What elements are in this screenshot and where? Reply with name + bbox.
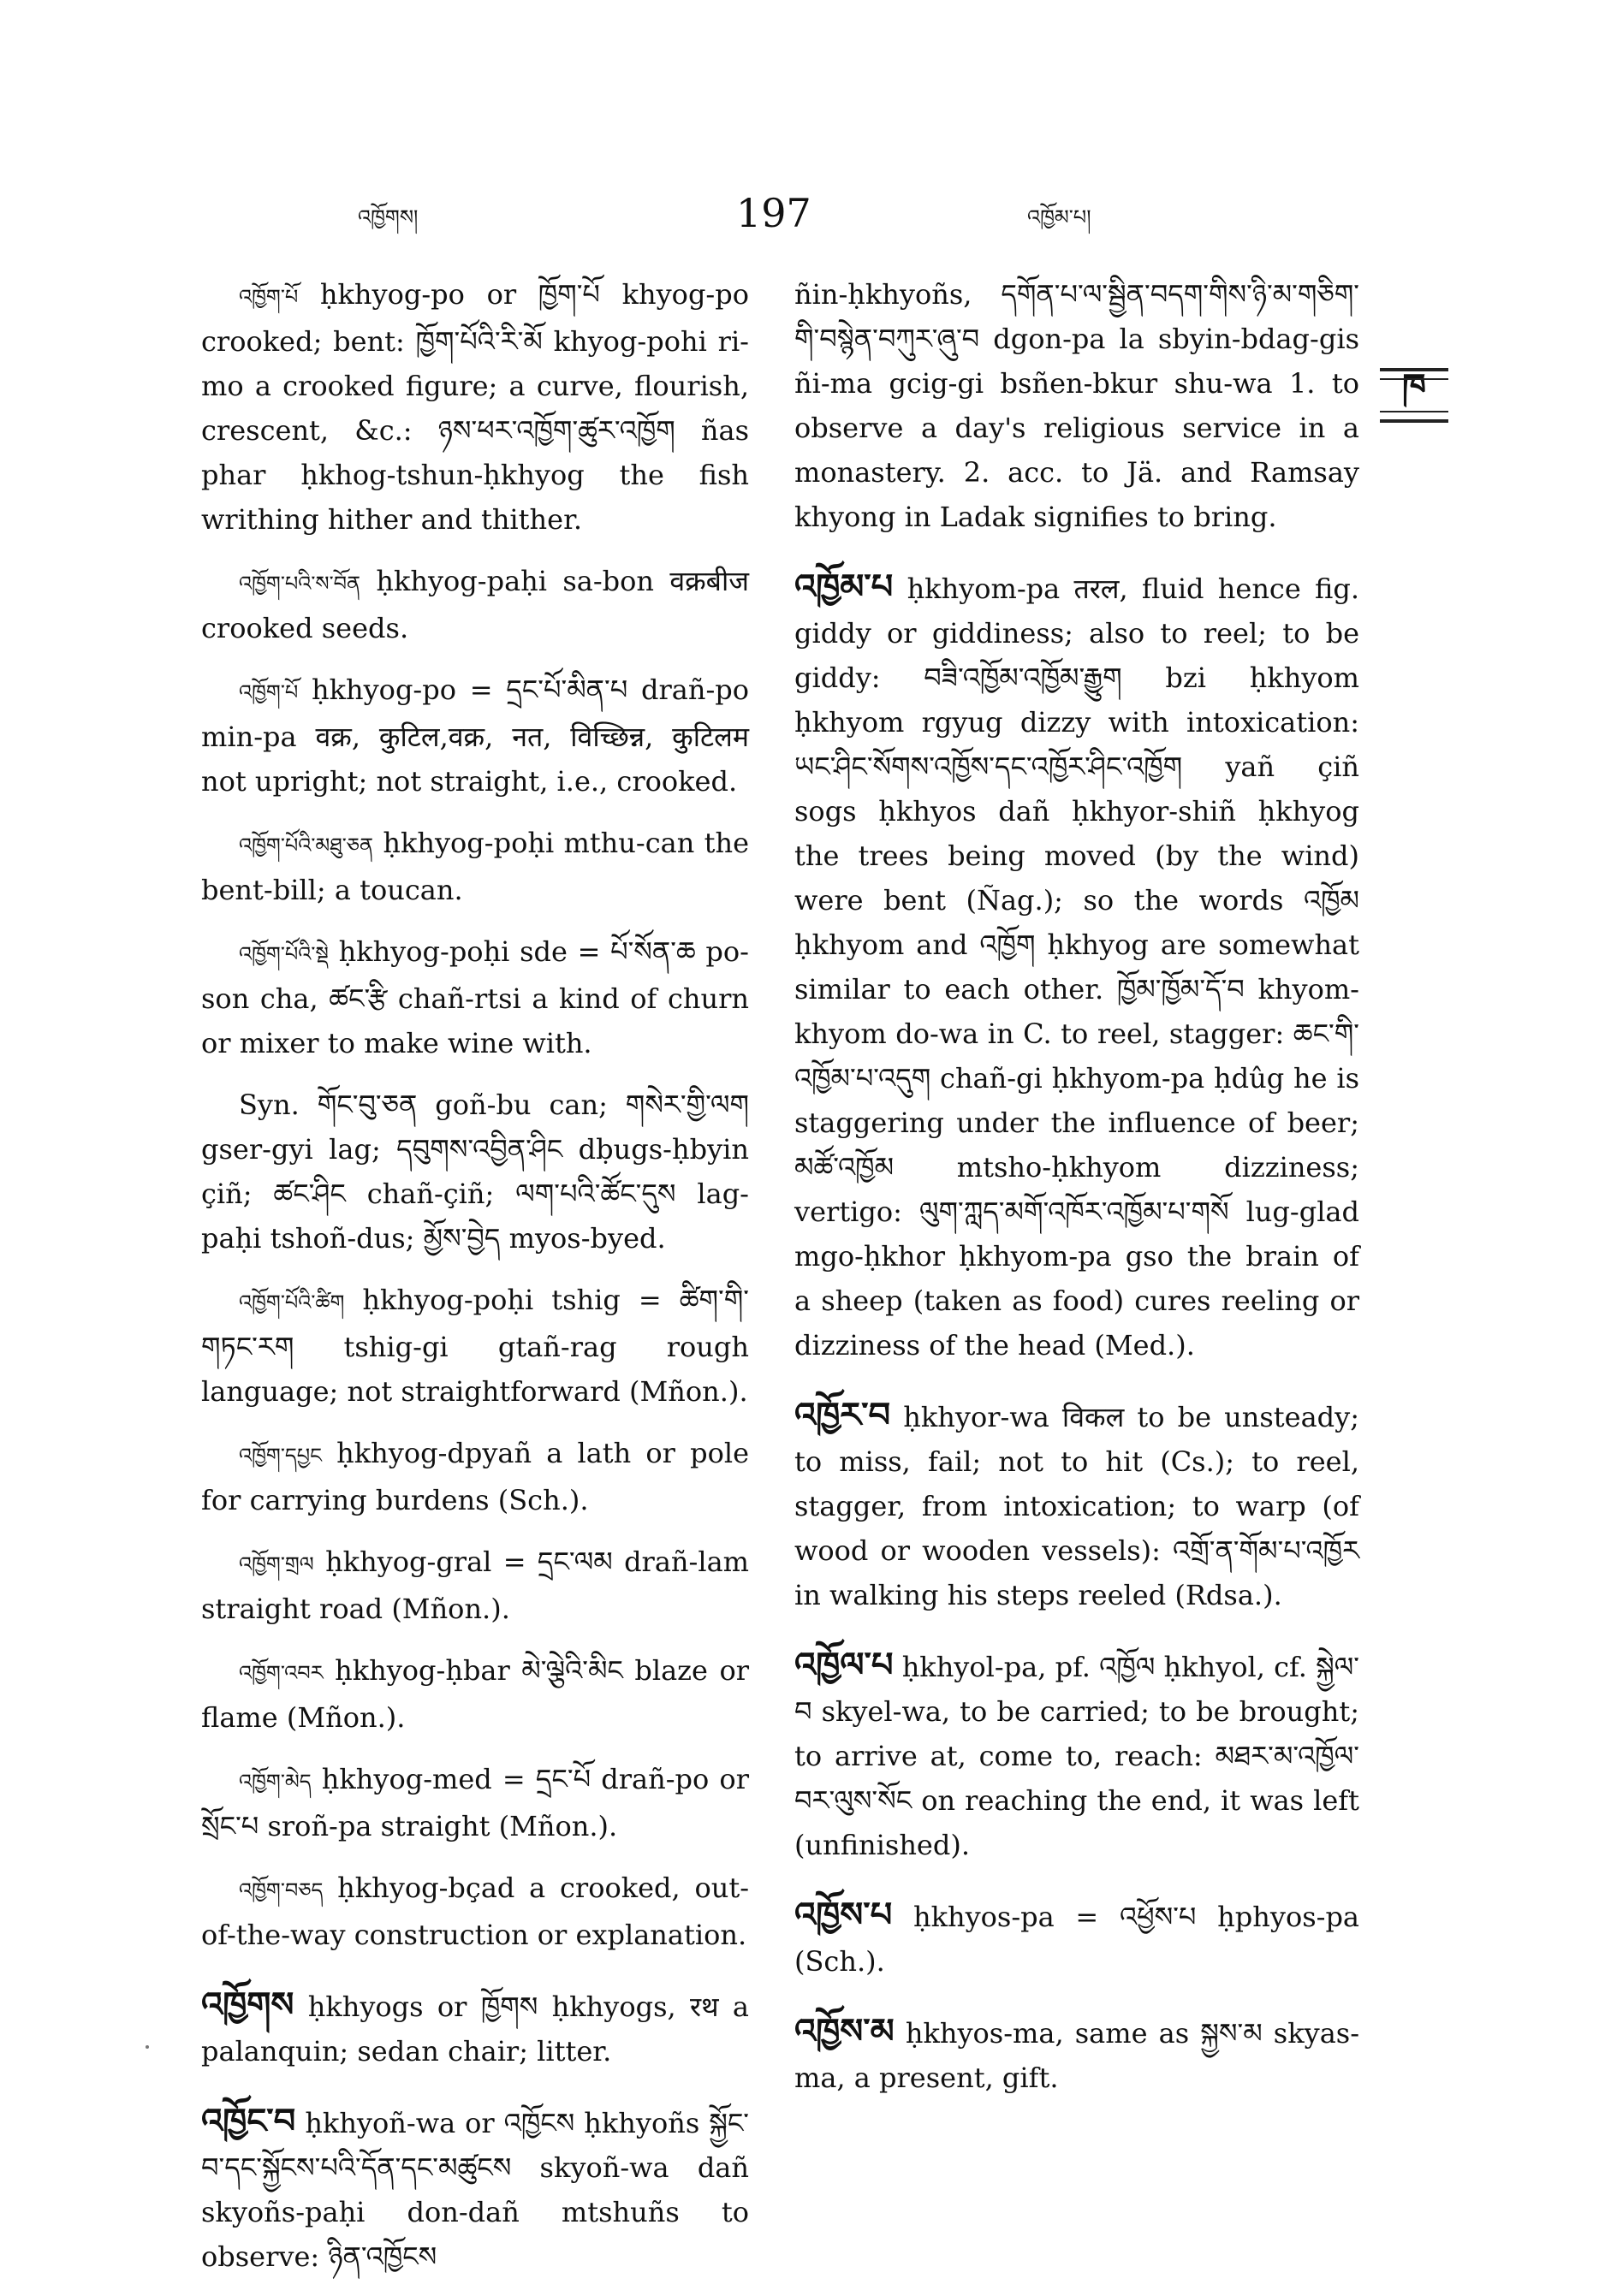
page-header <box>0 190 1605 246</box>
headword-entry: འཁྱོམ་པ ḥkhyom-pa तरल, fluid hence fig. giddy or giddiness; also to reel; to be giddy: བཟི་འཁྱོམ་འཁྱོམ་རྒྱུག bzi ḥkhyom ḥkhyom rgyug dizzy with intoxication: ཡང་ཤིང་སོགས་འཁྱོས་དང་འཁྱོར་ཤིང་འཁྱོག yañ çiñ sogs ḥkhyos dañ ḥkhyor-shiñ ḥkhyog the trees being moved (by the wind) were bent (Ñag.); so the words འཁྱོམ ḥkhyom and འཁྱོག ḥkhyog are somewhat similar to each other. ཁྱོམ་ཁྱོམ་དོ་བ khyom-khyom do-wa in C. to reel, stagger: ཆང་གི་འཁྱོམ་པ་འདུག chañ-gi ḥkhyom-pa ḥdûg he is staggering under the influence of beer; མཚོ་འཁྱོམ mtsho-ḥkhyom dizziness; vertigo: ལུག་ཀླད་མགོ་འཁོར་འཁྱོམ་པ་གསོ lug-glad mgo-ḥkhor ḥkhyom-pa gso the brain of a sheep (taken as food) cures reeling or dizziness of the head (Med.). <box>794 567 1360 1362</box>
dictionary-entry: འཁྱོག་པའི་ས་བོན ḥkhyog-paḥi sa-bon वक्रबीज crooked seeds. <box>201 565 749 644</box>
page-number: 197 <box>736 190 811 236</box>
headword-entry: འཁྱོང་བ ḥkhyoñ-wa or འཁྱོངས ḥkhyoñs སྐྱོང་བ་དང་སྐྱོངས་པའི་དོན་དང་མཚུངས skyoñ-wa dañ skyoñs-paḥi don-dañ mtshuñs to observe: ཉིན་འཁྱོངས <box>201 2102 749 2273</box>
dictionary-entry: འཁྱོག་མེད ḥkhyog-med = དྲང་པོ drañ-po or སྲོང་པ sroñ-pa straight (Mñon.). <box>201 1763 749 1842</box>
header-right-guideword: འཁྱོམ་པ། <box>1027 205 1091 229</box>
dictionary-entry: འཁྱོག་པོའི་སྡེ ḥkhyog-poḥi sde = པོ་སོན་ཆ po-son cha, ཚང་རྩི chañ-rtsi a kind of churn or mixer to make wine with. <box>201 935 749 1059</box>
dictionary-entry: འཁྱོག་པོ ḥkhyog-po or ཁྱོག་པོ khyog-po crooked; bent: ཁྱོག་པོའི་རི་མོ khyog-pohi ri-mo a crooked figure; a curve, flourish, crescent, &c.: ཉས་ཕར་འཁྱོག་ཚུར་འཁྱོག ñas phar ḥkhog-tshun-ḥkhyog the fish writhing hither and thither. <box>201 278 749 536</box>
dictionary-entry: འཁྱོག་པོའི་ཚིག ḥkhyog-poḥi tshig = ཚིག་གི་གཏང་རག tshig-gi gtañ-rag rough language; not straightforward (Mñon.). <box>201 1284 749 1408</box>
headword-entry: འཁྱོས་པ ḥkhyos-pa = འཕྱོས་པ ḥphyos-pa (Sch.). <box>794 1896 1360 1978</box>
headword-entry: འཁྱོར་བ ḥkhyor-wa विकल to be unsteady; to miss, fail; not to hit (Cs.); to reel, stagger, from intoxication; to warp (of wood or wooden vessels): འགྲོ་ན་གོམ་པ་འཁྱོར in walking his steps reeled (Rdsa.). <box>794 1396 1359 1611</box>
header-left-guideword: འཁྱོགས། <box>358 205 419 229</box>
margin-thumb-index <box>1380 368 1448 423</box>
headword-entry: འཁྱོས་མ ḥkhyos-ma, same as སྐྱས་མ skyas-ma, a present, gift. <box>794 2012 1360 2094</box>
scan-speck <box>146 2045 149 2049</box>
margin-rule-icon <box>1380 378 1448 412</box>
dictionary-entry: འཁྱོག་འབར ḥkhyog-ḥbar མེ་ལྕེའི་མིང blaze or flame (Mñon.). <box>201 1654 750 1734</box>
dictionary-entry: འཁྱོག་བཅད ḥkhyog-bçad a crooked, out-of-the-way construction or explanation. <box>201 1872 750 1951</box>
left-column <box>201 272 749 2296</box>
margin-letter: ཁ <box>1402 366 1426 406</box>
continued-entry: ñin-ḥkhyoñs, དགོན་པ་ལ་སྦྱིན་བདག་གིས་ཉི་མ་གཅིག་གི་བསྙེན་བཀུར་ཞུ་བ dgon-pa la sbyin-bdag-gis ñi-ma gcig-gi bsñen-bkur shu-wa 1. to observe a day's religious service in a monastery. 2. acc. to Jä. and Ramsay khyong in Ladak signifies to bring. <box>794 278 1359 533</box>
headword-entry: འཁྱོལ་པ ḥkhyol-pa, pf. འཁྱོལ ḥkhyol, cf. སྐྱེལ་བ skyel-wa, to be carried; to be brought; to arrive at, come to, reach: མཐར་མ་འཁྱོལ་བར་ལུས་སོང on reaching the end, it was left (unfinished). <box>794 1646 1359 1861</box>
right-column <box>794 272 1359 2117</box>
dictionary-entry: འཁྱོག་དཔྱང ḥkhyog-dpyañ a lath or pole for carrying burdens (Sch.). <box>201 1437 750 1516</box>
headword-entry: འཁྱོགས ḥkhyogs or ཁྱོགས ḥkhyogs, रथ a palanquin; sedan chair; litter. <box>201 1985 749 2068</box>
dictionary-entry: འཁྱོག་པོ ḥkhyog-po = དྲང་པོ་མིན་པ drañ-po min-pa वक्र, कुटिल,वक्र, नत, विच्छिन्न, कुटिलम not upright; not straight, i.e., crooked. <box>201 673 750 798</box>
dictionary-entry: འཁྱོག་པོའི་མཐུ་ཅན ḥkhyog-poḥi mthu-can the bent-bill; a toucan. <box>201 827 749 906</box>
synonyms-entry: Syn. གོང་བུ་ཅན goñ-bu can; གསེར་གྱི་ལག gser-gyi lag; དབུགས་འབྱིན་ཤིང dḅugs-ḥbyin çiñ; ཚང་ཤིང chañ-çiñ; ལག་པའི་ཚོང་དུས lag-paḥi tshoñ-dus; མྱོས་བྱེད myos-byed. <box>201 1089 749 1255</box>
dictionary-entry: འཁྱོག་གྲལ ḥkhyog-gral = དྲང་ལམ drañ-lam straight road (Mñon.). <box>201 1545 750 1625</box>
